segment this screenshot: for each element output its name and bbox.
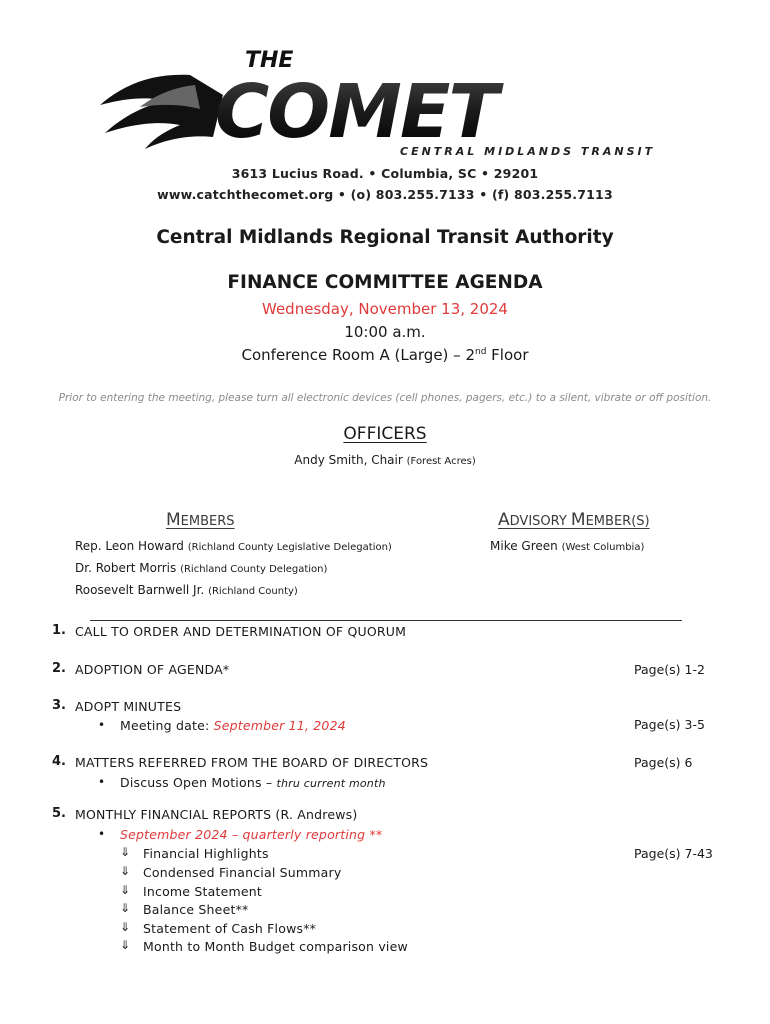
item-number: 2.: [52, 661, 66, 676]
report-item: Statement of Cash Flows**: [143, 921, 317, 936]
report-item: Month to Month Budget comparison view: [143, 939, 408, 954]
item-title: MATTERS REFERRED FROM THE BOARD OF DIRECTORS: [75, 755, 429, 770]
member-entry: Rep. Leon Howard (Richland County Legislative Delegation): [75, 539, 392, 553]
address-line: 3613 Lucius Road. • Columbia, SC • 29201: [231, 166, 539, 181]
arrow-icon: ⇓: [120, 938, 131, 952]
item-number: 4.: [52, 754, 66, 769]
arrow-icon: ⇓: [120, 920, 131, 934]
svg-text:THE: THE: [245, 48, 294, 73]
item-title: CALL TO ORDER AND DETERMINATION OF QUORUM: [75, 624, 407, 639]
item-number: 5.: [52, 806, 66, 821]
page-ref: Page(s) 7-43: [634, 846, 713, 861]
report-item: Financial Highlights: [143, 846, 269, 861]
arrow-icon: ⇓: [120, 864, 131, 878]
reporting-period: September 2024 – quarterly reporting **: [120, 827, 383, 842]
advisory-entry: Mike Green (West Columbia): [490, 539, 645, 553]
org-name: Central Midlands Regional Transit Authority: [156, 227, 614, 248]
bullet-point: •: [98, 827, 106, 841]
item-title: ADOPT MINUTES: [75, 699, 182, 714]
bullet-point: •: [98, 718, 106, 732]
member-entry: Roosevelt Barnwell Jr. (Richland County): [75, 583, 298, 597]
svg-text:CENTRAL MIDLANDS TRANSIT: CENTRAL MIDLANDS TRANSIT: [400, 145, 656, 158]
contact-line: www.catchthecomet.org • (o) 803.255.7133 • (f) 803.255.7113: [157, 187, 613, 202]
svg-text:COMET: COMET: [215, 69, 497, 155]
arrow-icon: ⇓: [120, 845, 131, 859]
member-entry: Dr. Robert Morris (Richland County Delegation): [75, 561, 328, 575]
item-title: MONTHLY FINANCIAL REPORTS (R. Andrews): [75, 807, 358, 822]
page-ref: Page(s) 6: [634, 755, 693, 770]
item-title: ADOPTION OF AGENDA*: [75, 662, 230, 677]
report-item: Condensed Financial Summary: [143, 865, 342, 880]
advisory-heading: ADVISORY MEMBER(S): [498, 510, 650, 530]
arrow-icon: ⇓: [120, 901, 131, 915]
officers-heading: OFFICERS: [343, 424, 427, 444]
divider: [90, 620, 682, 621]
agenda-title: FINANCE COMMITTEE AGENDA: [227, 272, 543, 293]
comet-logo: [95, 45, 680, 160]
device-notice: Prior to entering the meeting, please turn all electronic devices (cell phones, pagers, etc.) to a silent, vibrate or off position.: [58, 392, 712, 404]
page-ref: Page(s) 3-5: [634, 717, 705, 732]
meeting-location: Conference Room A (Large) – 2nd Floor: [241, 346, 529, 364]
minutes-date: Meeting date: September 11, 2024: [120, 718, 346, 733]
arrow-icon: ⇓: [120, 883, 131, 897]
members-heading: MEMBERS: [166, 510, 235, 530]
page-ref: Page(s) 1-2: [634, 662, 705, 677]
open-motions: Discuss Open Motions – thru current month: [120, 775, 386, 790]
report-item: Income Statement: [143, 884, 262, 899]
meeting-time: 10:00 a.m.: [344, 323, 426, 341]
item-number: 3.: [52, 698, 66, 713]
bullet-point: •: [98, 775, 106, 789]
meeting-date: Wednesday, November 13, 2024: [262, 300, 508, 318]
report-item: Balance Sheet**: [143, 902, 249, 917]
item-number: 1.: [52, 623, 66, 638]
officer-entry: Andy Smith, Chair (Forest Acres): [294, 453, 476, 467]
